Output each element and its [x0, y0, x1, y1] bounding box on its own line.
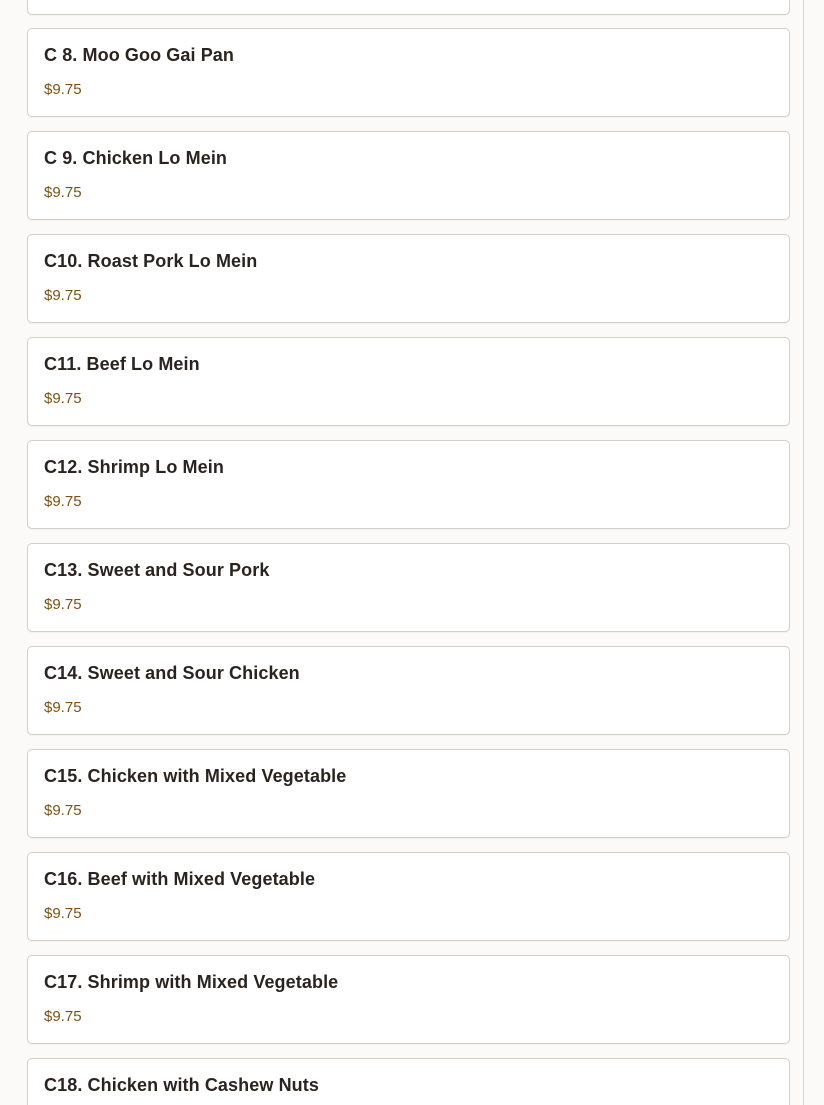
menu-item-price: $9.75	[44, 493, 82, 510]
menu-item-card[interactable]	[27, 131, 790, 220]
menu-item-name: C15. Chicken with Mixed Vegetable	[44, 766, 347, 786]
menu-item-name: C13. Sweet and Sour Pork	[44, 560, 270, 580]
menu-item-name: C 8. Moo Goo Gai Pan	[44, 45, 235, 65]
menu-item-name: C12. Shrimp Lo Mein	[44, 457, 224, 477]
menu-item-price: $9.75	[44, 390, 82, 407]
menu-item-name: C18. Chicken with Cashew Nuts	[44, 1075, 319, 1095]
menu-item-card[interactable]	[27, 0, 790, 15]
menu-item-price: $9.75	[44, 699, 82, 716]
menu-item-card[interactable]	[27, 337, 790, 426]
menu-item-card[interactable]	[27, 543, 790, 632]
menu-item-card[interactable]	[27, 749, 790, 838]
menu-item-name: C 9. Chicken Lo Mein	[44, 148, 228, 168]
menu-item-price: $9.75	[44, 905, 82, 922]
menu-item-price: $9.75	[44, 287, 82, 304]
menu-item-price: $9.75	[44, 596, 82, 613]
menu-item-card[interactable]	[27, 852, 790, 941]
menu-item-card[interactable]	[27, 440, 790, 529]
menu-item-price: $9.75	[44, 184, 82, 201]
menu-item-price: $9.75	[44, 81, 82, 98]
menu-item-name: C14. Sweet and Sour Chicken	[44, 663, 300, 683]
menu-item-name: C16. Beef with Mixed Vegetable	[44, 869, 316, 889]
menu-item-card[interactable]	[27, 955, 790, 1044]
menu-item-name: C17. Shrimp with Mixed Vegetable	[44, 972, 339, 992]
menu-item-card[interactable]	[27, 28, 790, 117]
menu-item-price: $9.75	[44, 802, 82, 819]
menu-item-card[interactable]	[27, 1058, 790, 1105]
menu-item-card[interactable]	[27, 234, 790, 323]
menu-item-price: $9.75	[44, 1008, 82, 1025]
menu-item-name: C10. Roast Pork Lo Mein	[44, 251, 258, 271]
menu-item-card[interactable]	[27, 646, 790, 735]
menu-item-name: C11. Beef Lo Mein	[44, 354, 200, 374]
